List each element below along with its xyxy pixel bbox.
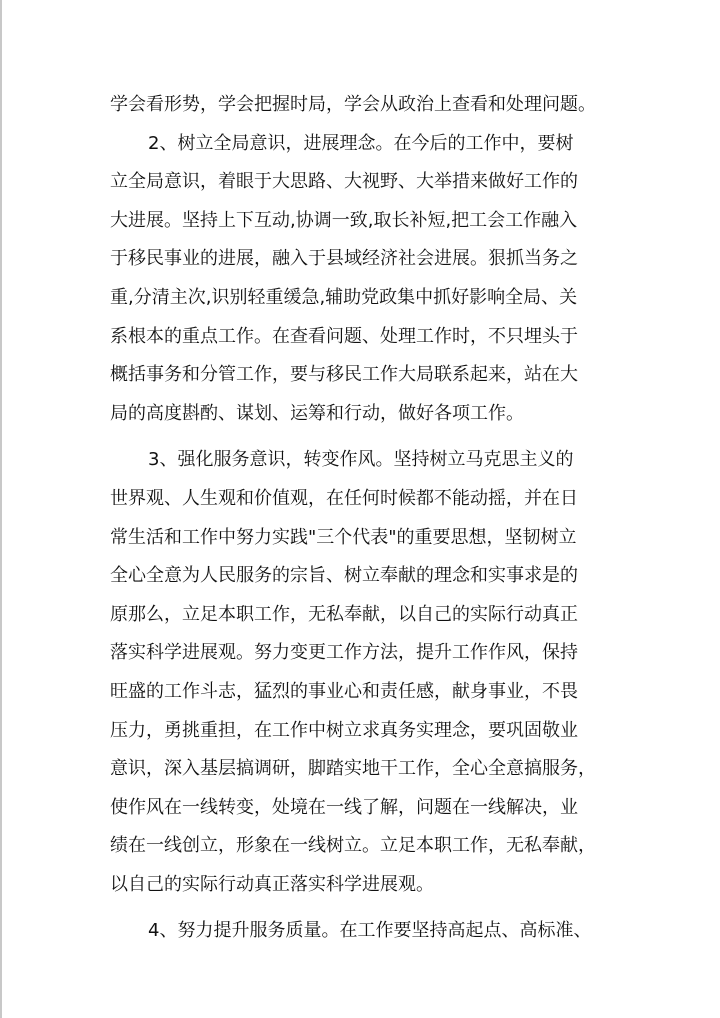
- text-line: 以自己的实际行动真正落实科学进展观。: [110, 873, 434, 895]
- document-body: [110, 86, 615, 951]
- text-line: 立全局意识，着眼于大思路、大视野、大举措来做好工作的: [110, 171, 578, 193]
- paragraph-2-start: 2、树立全局意识，进展理念。在今后的工作中，要树: [148, 132, 574, 154]
- text-line: 学会看形势，学会把握时局，学会从政治上查看和处理问题。: [110, 94, 596, 115]
- text-line: 全心全意为人民服务的宗旨、树立奉献的理念和实事求是的: [110, 565, 578, 587]
- text-line: 于移民事业的进展，融入于县域经济社会进展。狠抓当务之: [110, 248, 578, 270]
- text-line: 原那么，立足本职工作，无私奉献，以自己的实际行动真正: [110, 603, 578, 625]
- text-line: 使作风在一线转变，处境在一线了解，问题在一线解决，业: [110, 796, 578, 818]
- text-line: 概括事务和分管工作，要与移民工作大局联系起来，站在大: [110, 364, 578, 386]
- paragraph-4-start: 4、努力提升服务质量。在工作要坚持高起点、高标准、: [148, 920, 592, 942]
- text-line: 局的高度斟酌、谋划、运筹和行动，做好各项工作。: [110, 402, 524, 424]
- text-line: 系根本的重点工作。在查看问题、处理工作时，不只埋头于: [110, 325, 578, 347]
- text-line: 意识，深入基层搞调研，脚踏实地干工作，全心全意搞服务，: [110, 758, 596, 780]
- text-line: 旺盛的工作斗志，猛烈的事业心和责任感，献身事业，不畏: [110, 680, 578, 702]
- text-line: 世界观、人生观和价值观，在任何时候都不能动摇，并在日: [110, 487, 578, 509]
- page-edge: [0, 0, 2, 1018]
- text-line: 大进展。坚持上下互动,协调一致,取长补短,把工会工作融入: [110, 209, 578, 231]
- text-line: 压力，勇挑重担，在工作中树立求真务实理念，要巩固敬业: [110, 719, 578, 741]
- text-line: 重,分清主次,识别轻重缓急,辅助党政集中抓好影响全局、关: [110, 286, 578, 308]
- text-line: 常生活和工作中努力实践"三个代表"的重要思想，坚韧树立: [110, 526, 577, 548]
- text-line: 绩在一线创立，形象在一线树立。立足本职工作，无私奉献，: [110, 835, 596, 857]
- paragraph-3-start: 3、强化服务意识，转变作风。坚持树立马克思主义的: [148, 449, 574, 471]
- text-line: 落实科学进展观。努力变更工作方法，提升工作作风，保持: [110, 642, 578, 664]
